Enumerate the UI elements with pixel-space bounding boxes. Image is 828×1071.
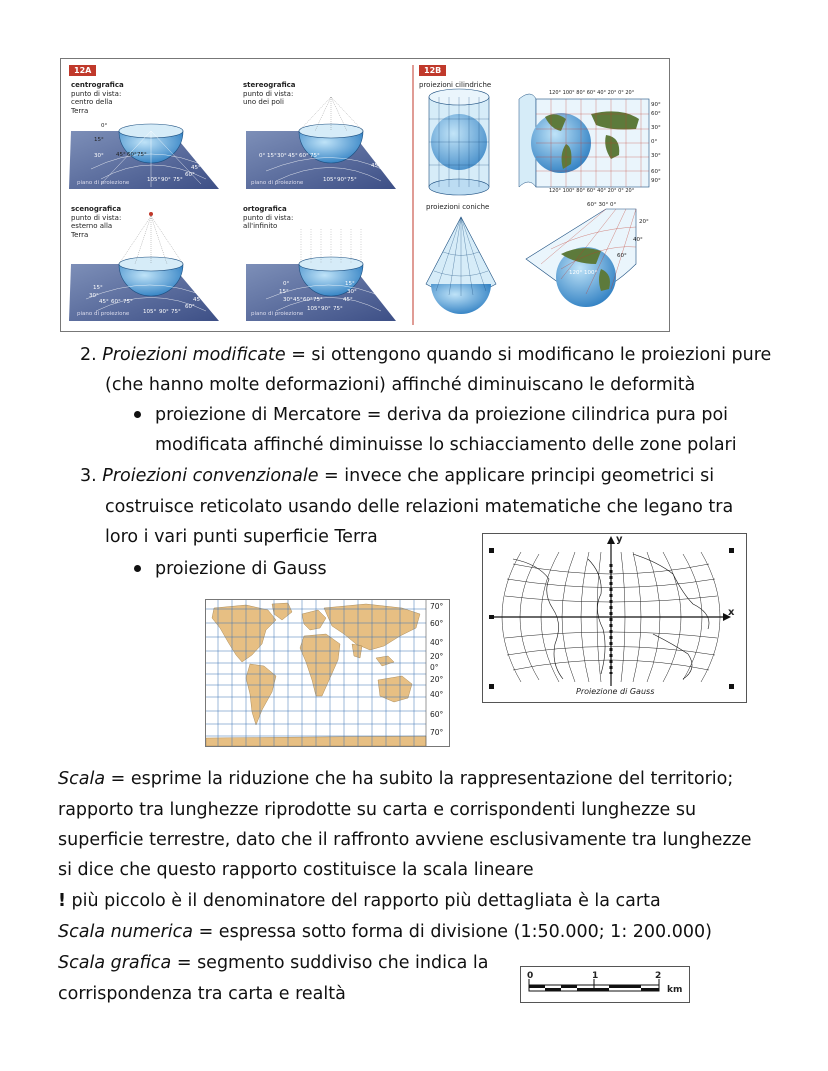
deg-d-7: 30° bbox=[347, 289, 357, 295]
scala-numerica-rest: = espressa sotto forma di divisione (1:50.000; 1: 200.000) bbox=[193, 922, 712, 942]
scala-grafica-rest: = segmento suddiviso che indica la bbox=[171, 953, 489, 973]
cone-side-2: 60° bbox=[617, 253, 627, 259]
merc-lat-8: 70° bbox=[430, 728, 444, 737]
note-rest: più piccolo è il denominatore del rapporto più dettagliata è la carta bbox=[65, 891, 661, 911]
deg-a-4: 60° bbox=[127, 152, 137, 158]
scala-grafica-line-2: corrispondenza tra carta e realtà bbox=[58, 984, 346, 1004]
merc-lat-2: 40° bbox=[430, 638, 444, 647]
deg-c-10: 90° bbox=[159, 309, 169, 315]
piano-label-2: piano di proiezione bbox=[251, 180, 304, 186]
tag-12b: 12B bbox=[419, 65, 446, 76]
cyl-lat-0: 90° bbox=[651, 102, 661, 108]
centrografica-line-3: Terra bbox=[71, 106, 89, 115]
item-2-line-1 bbox=[80, 344, 771, 366]
mercator-map-graphic bbox=[206, 600, 449, 746]
stereografica-title: stereografica bbox=[243, 81, 296, 89]
gauss-bullet-text: proiezione di Gauss bbox=[155, 559, 327, 579]
centrografica-line-1: punto di vista: bbox=[71, 89, 122, 98]
scenografica-caption bbox=[71, 205, 121, 239]
scala-line-2: rapporto tra lunghezze riprodotte su carta e corrispondenti lunghezze su bbox=[58, 800, 697, 820]
item-3-line-2: costruisce reticolato usando delle relazioni matematiche che legano tra bbox=[105, 497, 734, 517]
deg-d-10: 90° bbox=[321, 306, 331, 312]
scale-tick-2: 2 bbox=[655, 971, 662, 981]
stereografica-line-2: uno dei poli bbox=[243, 98, 284, 106]
cyl-lat-2: 30° bbox=[651, 125, 661, 131]
deg-c-1: 30° bbox=[89, 293, 99, 299]
scenografica-title: scenografica bbox=[71, 205, 122, 213]
deg-d-6: 15° bbox=[345, 281, 355, 287]
item-3-rest: = invece che applicare principi geometrici si bbox=[318, 466, 715, 486]
deg-a-6: 15° bbox=[195, 149, 205, 155]
deg-b-1: 15° bbox=[267, 153, 277, 159]
cyl-lat-1: 60° bbox=[651, 111, 661, 117]
piano-label-4: piano di proiezione bbox=[251, 311, 304, 317]
deg-d-1: 15° bbox=[279, 289, 289, 295]
note-line bbox=[58, 890, 661, 912]
cone-side-0: 20° bbox=[639, 219, 649, 225]
merc-lat-3: 20° bbox=[430, 652, 444, 661]
deg-c-2: 45° bbox=[99, 299, 109, 305]
deg-b-10: 90° bbox=[337, 177, 347, 183]
scala-numerica-line bbox=[58, 921, 712, 943]
deg-b-0: 0° bbox=[259, 153, 266, 159]
piano-label-3: piano di proiezione bbox=[77, 311, 130, 317]
item-3-line-1 bbox=[80, 465, 714, 487]
tag-12a: 12A bbox=[69, 65, 96, 76]
deg-a-0: 0° bbox=[101, 123, 108, 129]
deg-a-9: 60° bbox=[185, 172, 195, 178]
gauss-axis-y: y bbox=[616, 534, 623, 545]
scala-grafica-term: Scala grafica bbox=[58, 953, 172, 973]
deg-b-8: 45° bbox=[371, 163, 381, 169]
cyl-lat-4: 30° bbox=[651, 153, 661, 159]
cyl-lat-3: 0° bbox=[651, 139, 658, 145]
ortografica-title: ortografica bbox=[243, 205, 287, 213]
ortografica-line-2: all'infinito bbox=[243, 222, 278, 230]
mercator-map bbox=[205, 599, 450, 747]
scala-term: Scala bbox=[58, 769, 106, 789]
cyl-bottom-scale: 120° 100° 80° 60° 40° 20° 0° 20° bbox=[549, 188, 635, 194]
ortografica-caption bbox=[243, 205, 293, 231]
projections-illustration bbox=[61, 59, 669, 331]
deg-c-4: 75° bbox=[123, 299, 133, 305]
cone-top-scale: 60° 30° 0° bbox=[587, 202, 617, 208]
scenografica-line-1: punto di vista: bbox=[71, 213, 122, 222]
deg-a-12: 75° bbox=[173, 177, 183, 183]
ortografica-line-1: punto di vista: bbox=[243, 213, 294, 222]
scala-line-4: si dice che questo rapporto costituisce la scala lineare bbox=[58, 860, 534, 880]
deg-c-9: 105° bbox=[143, 309, 157, 315]
merc-lat-1: 60° bbox=[430, 619, 444, 628]
deg-d-0: 0° bbox=[283, 281, 290, 287]
deg-b-2: 30° bbox=[277, 153, 287, 159]
bullet-icon bbox=[134, 565, 141, 572]
scala-line-3: superficie terrestre, dato che il raffronto avviene esclusivamente tra lunghezze bbox=[58, 830, 752, 850]
cyl-top-scale: 120° 100° 80° 60° 40° 20° 0° 20° bbox=[549, 90, 635, 96]
deg-c-6: 30° bbox=[197, 289, 207, 295]
scale-tick-1: 1 bbox=[592, 971, 599, 981]
piano-label-1: piano di proiezione bbox=[77, 180, 130, 186]
cylinder-diagram bbox=[429, 89, 489, 195]
item-3-term: Proiezioni convenzionale bbox=[102, 466, 319, 486]
mercatore-line-2: modificata affinché diminuisse lo schiacciamento delle zone polari bbox=[155, 435, 737, 455]
scenografica-line-2: esterno alla bbox=[71, 222, 113, 230]
projections-figure bbox=[60, 58, 670, 332]
cylindrical-map-diagram bbox=[519, 94, 649, 187]
centrografica-caption bbox=[71, 81, 124, 115]
deg-d-5: 75° bbox=[313, 297, 323, 303]
cyl-lat-6: 90° bbox=[651, 178, 661, 184]
deg-a-8: 45° bbox=[191, 165, 201, 171]
cyl-lat-5: 60° bbox=[651, 169, 661, 175]
deg-a-7: 30° bbox=[195, 157, 205, 163]
gauss-axis-x: x bbox=[728, 607, 735, 618]
mercatore-line-1: proiezione di Mercatore = deriva da proiezione cilindrica pura poi bbox=[155, 405, 729, 425]
deg-b-5: 75° bbox=[310, 153, 320, 159]
deg-c-11: 75° bbox=[171, 309, 181, 315]
scale-unit: km bbox=[667, 985, 683, 995]
cone-bottom-scale: 120° 100° bbox=[569, 270, 598, 276]
scala-grafica-line-1 bbox=[58, 952, 488, 974]
coniche-title: proiezioni coniche bbox=[426, 203, 490, 211]
item-2-rest: = si ottengono quando si modificano le proiezioni pure bbox=[285, 345, 772, 365]
item-2-number: 2. bbox=[80, 345, 97, 365]
gauss-caption: Proiezione di Gauss bbox=[576, 687, 655, 696]
exclamation-mark: ! bbox=[58, 891, 66, 911]
deg-a-10: 105° bbox=[147, 177, 161, 183]
deg-c-0: 15° bbox=[93, 285, 103, 291]
deg-b-6: 15° bbox=[375, 147, 385, 153]
cilindriche-title: proiezioni cilindriche bbox=[419, 81, 492, 89]
item-3-number: 3. bbox=[80, 466, 97, 486]
merc-lat-4: 0° bbox=[430, 663, 439, 672]
scala-rest: = esprime la riduzione che ha subito la rappresentazione del territorio; bbox=[105, 769, 734, 789]
deg-d-3: 45° bbox=[293, 297, 303, 303]
deg-c-3: 60° bbox=[111, 299, 121, 305]
scale-tick-0: 0 bbox=[527, 971, 534, 981]
merc-lat-7: 60° bbox=[430, 710, 444, 719]
deg-b-4: 60° bbox=[299, 153, 309, 159]
cone-diagram bbox=[426, 217, 496, 314]
merc-lat-5: 20° bbox=[430, 675, 444, 684]
deg-c-5: 15° bbox=[197, 281, 207, 287]
graphic-scale-bar bbox=[520, 966, 690, 1003]
deg-b-7: 30° bbox=[375, 155, 385, 161]
merc-lat-0: 70° bbox=[430, 602, 444, 611]
stereografica-diagram bbox=[246, 97, 396, 189]
stereografica-line-1: punto di vista: bbox=[243, 89, 294, 98]
deg-d-9: 105° bbox=[307, 306, 321, 312]
deg-a-5: 75° bbox=[137, 152, 147, 158]
scale-bar-graphic bbox=[521, 967, 689, 1002]
item-2-line-2: (che hanno molte deformazioni) affinché diminuiscano le deformità bbox=[105, 375, 696, 395]
scala-line-1 bbox=[58, 768, 733, 790]
deg-d-11: 75° bbox=[333, 306, 343, 312]
scenografica-line-3: Terra bbox=[71, 230, 89, 239]
centrografica-line-2: centro della bbox=[71, 98, 113, 106]
deg-a-3: 45° bbox=[116, 152, 126, 158]
deg-a-2: 30° bbox=[94, 153, 104, 159]
bullet-icon bbox=[134, 411, 141, 418]
centrografica-title: centrografica bbox=[71, 81, 124, 89]
deg-a-11: 90° bbox=[161, 177, 171, 183]
scala-numerica-term: Scala numerica bbox=[58, 922, 194, 942]
stereografica-caption bbox=[243, 81, 296, 107]
gauss-map-graphic bbox=[483, 534, 746, 702]
gauss-projection-map bbox=[482, 533, 747, 703]
item-3-line-3: loro i vari punti superficie Terra bbox=[105, 527, 378, 547]
item-2-term: Proiezioni modificate bbox=[102, 345, 286, 365]
deg-b-3: 45° bbox=[288, 153, 298, 159]
deg-b-9: 105° bbox=[323, 177, 337, 183]
deg-d-2: 30° bbox=[283, 297, 293, 303]
deg-d-8: 45° bbox=[343, 297, 353, 303]
merc-lat-6: 40° bbox=[430, 690, 444, 699]
deg-a-1: 15° bbox=[94, 137, 104, 143]
cone-side-1: 40° bbox=[633, 237, 643, 243]
deg-c-7: 45° bbox=[193, 297, 203, 303]
deg-b-11: 75° bbox=[347, 177, 357, 183]
deg-d-4: 60° bbox=[303, 297, 313, 303]
deg-c-8: 60° bbox=[185, 304, 195, 310]
